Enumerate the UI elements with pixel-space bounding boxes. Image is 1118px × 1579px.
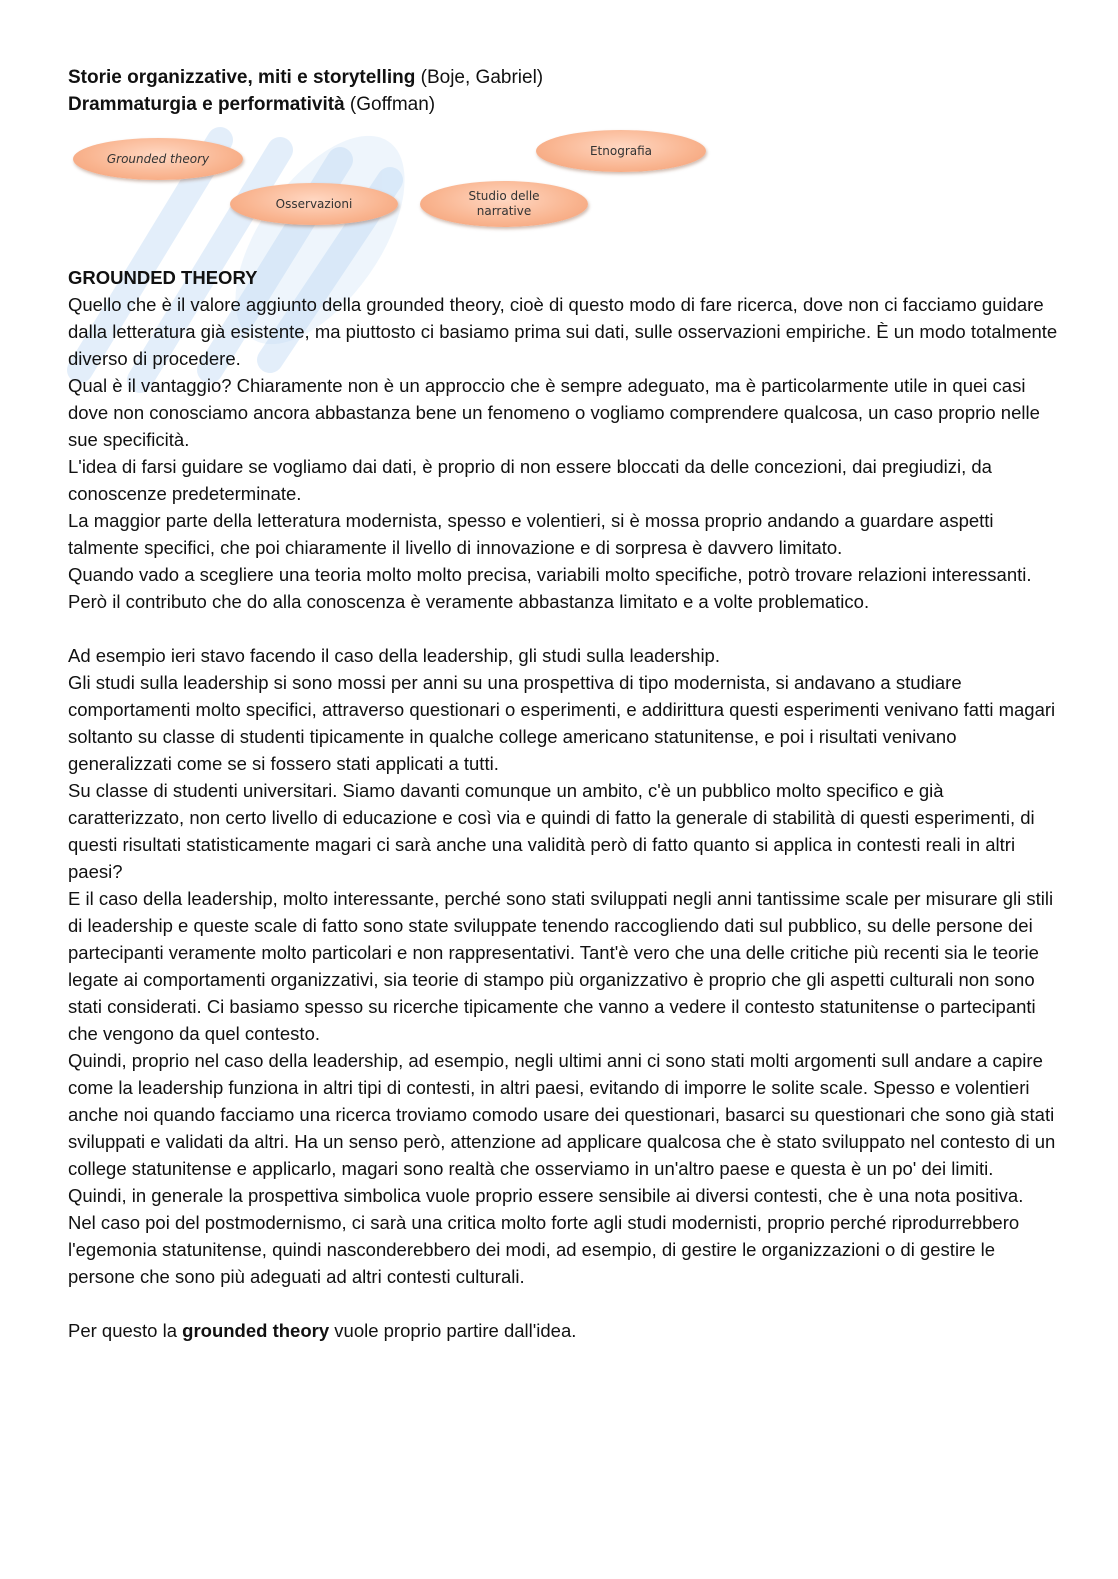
paragraph: Su classe di studenti universitari. Siamo davanti comunque un ambito, c'è un pubblico molto specifico e già caratterizzato, non certo livello di educazione e così via e quindi di fatto la generale di stabilità di questi esperimenti, di questi risultati statisticamente magari ci sarà anche una validità però di fatto quanto si applica in contesti reali in altri paesi? [68, 780, 1035, 882]
paragraph: Quindi, in generale la prospettiva simbolica vuole proprio essere sensibile ai diversi contesti, che è una nota positiva. [68, 1185, 1024, 1206]
header-line-2 [68, 92, 435, 118]
header-line-1-rest: (Boje, Gabriel) [415, 67, 544, 88]
bubble-grounded-theory [73, 138, 243, 180]
paragraph: Quindi, proprio nel caso della leadership, ad esempio, negli ultimi anni ci sono stati molti argomenti sull andare a capire come la leadership funziona in altri tipi di contesti, in altri paesi, evitando di imporre le solite scale. Spesso e volentieri anche noi quando facciamo una ricerca troviamo comodo usare dei questionari, basarci su questionari che sono già stati sviluppati e validati da altri. Ha un senso però, attenzione ad applicare qualcosa che è stato sviluppato nel contesto di un college statunitense e applicarlo, magari sono realtà che osserviamo in un'altro paese e questa è un po' dei limiti. [68, 1050, 1056, 1179]
header-line-1 [68, 65, 543, 91]
closing-bold: grounded theory [182, 1320, 330, 1341]
closing-after: vuole proprio partire dall'idea. [329, 1320, 577, 1341]
header-line-2-rest: (Goffman) [344, 94, 436, 115]
paragraph: La maggior parte della letteratura modernista, spesso e volentieri, si è mossa proprio andando a guardare aspetti talmente specifici, che poi chiaramente il livello di innovazione e di sorpresa è davvero limitato. [68, 510, 994, 558]
header-line-2-bold: Drammaturgia e performatività [68, 94, 345, 115]
closing-paragraph [68, 1317, 1058, 1344]
header-line-1-bold: Storie organizzative, miti e storytelling [68, 67, 416, 88]
paragraph: E il caso della leadership, molto interessante, perché sono stati sviluppati negli anni tantissime scale per misurare gli stili di leadership e queste scale di fatto sono state sviluppate tenendo raccogliendo dati sul pubblico, su delle persone dei partecipanti veramente molto particolari e non rappresentativi. Tant'è vero che una delle critiche più recenti sia le teorie legate ai comportamenti organizzativi, sia teorie di stampo più organizzativo è proprio che gli aspetti culturali non sono stati considerati. Ci basiamo spesso su ricerche tipicamente che vanno a vedere il contesto statunitense o partecipanti che vengono da quel contesto. [68, 888, 1054, 1044]
paragraph-gap [68, 1290, 1058, 1317]
paragraph: Ad esempio ieri stavo facendo il caso della leadership, gli studi sulla leadership. [68, 645, 720, 666]
paragraph: Qual è il vantaggio? Chiaramente non è un approccio che è sempre adeguato, ma è particolarmente utile in quei casi dove non conosciamo ancora abbastanza bene un fenomeno o vogliamo comprendere qualcosa, un caso proprio nelle sue specificità. [68, 375, 1040, 450]
paragraph-gap [68, 615, 1058, 642]
paragraph: Gli studi sulla leadership si sono mossi per anni su una prospettiva di tipo modernista, si andavano a studiare comportamenti molto specifici, attraverso questionari o esperimenti, e addirittura questi esperimenti venivano fatti magari soltanto su classe di studenti tipicamente in qualche college americano statunitense, e poi i risultati venivano generalizzati come se si fossero stati applicati a tutti. [68, 672, 1056, 774]
paragraph: L'idea di farsi guidare se vogliamo dai dati, è proprio di non essere bloccati da delle concezioni, dai pregiudizi, da conoscenze predeterminate. [68, 456, 992, 504]
bubble-osservazioni [230, 183, 398, 225]
bubble-studio-narrative [420, 181, 588, 227]
body-text [68, 264, 1058, 1344]
closing-before: Per questo la [68, 1320, 183, 1341]
bubble-etnografia [536, 130, 706, 172]
bubble-osservazioni-label: Osservazioni [275, 196, 353, 211]
paragraph: Quando vado a scegliere una teoria molto molto precisa, variabili molto specifiche, potrò trovare relazioni interessanti. Però il contributo che do alla conoscenza è veramente abbastanza limitato e a volte problematico. [68, 564, 1032, 612]
paragraph: Nel caso poi del postmodernismo, ci sarà una critica molto forte agli studi modernisti, proprio perché riprodurrebbero l'egemonia statunitense, quindi nasconderebbero dei modi, ad esempio, di gestire le organizzazioni o di gestire le persone che sono più adeguati ad altri contesti culturali. [68, 1212, 1020, 1287]
bubble-grounded-theory-label: Grounded theory [106, 151, 210, 166]
bubble-etnografia-label: Etnografia [589, 143, 653, 158]
paragraph: Quello che è il valore aggiunto della grounded theory, cioè di questo modo di fare ricerca, dove non ci facciamo guidare dalla letteratura già esistente, ma piuttosto ci basiamo prima sui dati, sulle osservazioni empiriche. È un modo totalmente diverso di procedere. [68, 294, 1058, 369]
bubble-studio-narrative-label: Studio delle narrative [468, 189, 540, 218]
section-title: GROUNDED THEORY [68, 267, 258, 288]
